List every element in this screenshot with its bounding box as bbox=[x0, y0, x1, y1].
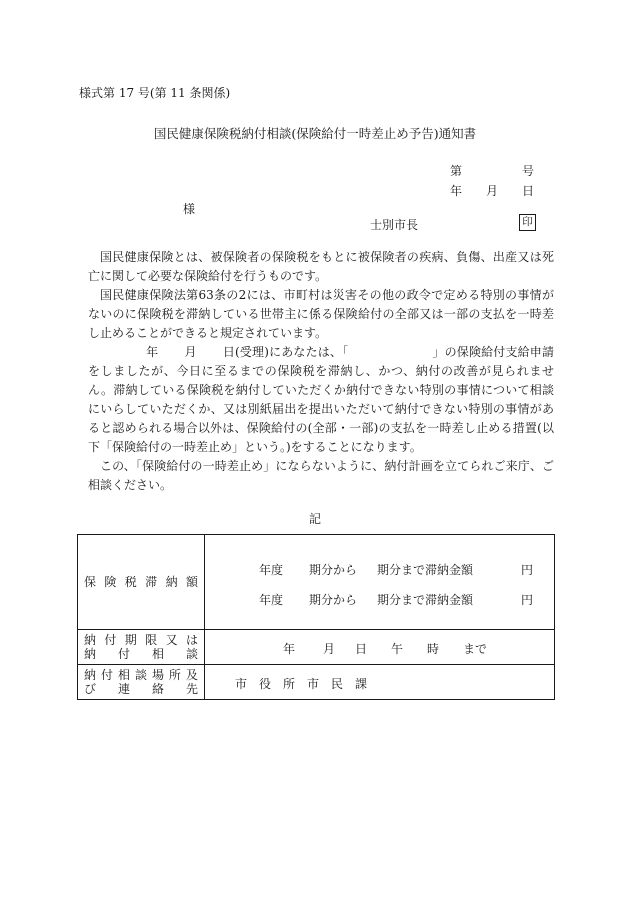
row2-value-cell bbox=[205, 630, 555, 665]
paragraph-3 bbox=[88, 343, 554, 457]
row1-label: 保 険 税 滞 納 額 bbox=[84, 575, 198, 589]
number-suffix: 号 bbox=[522, 164, 535, 178]
table-row bbox=[78, 630, 555, 665]
body-text bbox=[88, 248, 554, 495]
p3-day-text: 日(受理)にあなたは、「 bbox=[222, 345, 349, 359]
row3-label-line1: 納 付 相 談 場 所 及 bbox=[84, 668, 198, 682]
row2-label-line2: 納 付 相 談 bbox=[84, 647, 198, 661]
seal-mark: 印 bbox=[519, 214, 536, 231]
row3-label-line2: び 連 絡 先 bbox=[84, 682, 198, 696]
row1-nendo-1: 年度 bbox=[259, 563, 284, 577]
row2-ampm: 午 bbox=[391, 642, 404, 656]
row1-yen-1: 円 bbox=[521, 563, 534, 577]
paragraph-1: 国民健康保険とは、被保険者の保険税をもとに被保険者の疾病、負傷、出産又は死亡に関して必要な保険給付を行うものです。 bbox=[88, 250, 554, 283]
row2-year: 年 bbox=[283, 642, 296, 656]
p3-month: 月 bbox=[184, 345, 197, 359]
paragraph-2: 国民健康保険法第63条の2には、市町村は災害その他の政令で定める特別の事情がないのに保険税を滞納している世帯主に係る保険給付の全部又は一部の支払を一時差し止めることができると規定されています。 bbox=[88, 288, 554, 340]
issuer: 士別市長 bbox=[370, 218, 419, 232]
row1-nendo-2: 年度 bbox=[259, 593, 284, 607]
addressee-suffix: 様 bbox=[183, 202, 196, 216]
paragraph-4: この、「保険給付の一時差止め」にならないように、納付計画を立てられご来庁、ご相談ください。 bbox=[88, 459, 554, 492]
row1-from-1: 期分から bbox=[309, 563, 358, 577]
form-number: 様式第 17 号(第 11 条関係) bbox=[79, 86, 231, 100]
table-row bbox=[78, 535, 555, 630]
p3-year: 年 bbox=[146, 345, 159, 359]
date-day: 日 bbox=[522, 184, 535, 198]
p3-rest: 」の保険給付支給申請をしましたが、今日に至るまでの保険税を滞納し、かつ、納付の改善が見られません。滞納している保険税を納付していただくか納付できない特別の事情について相談にいらしていただくか、又は別紙届出を提出いただいて納付できない特別の事情があると認められる場合以外は、保険給付の(全部・一部)の支払を一時差し止める措置(以下「保険給付の一時差止め」という。)をすることになります。 bbox=[88, 345, 554, 454]
row3-label-cell bbox=[78, 665, 205, 700]
row1-to-1: 期分まで滞納金額 bbox=[377, 563, 474, 577]
date-year: 年 bbox=[450, 184, 463, 198]
table-row bbox=[78, 665, 555, 700]
number-prefix: 第 bbox=[450, 164, 463, 178]
row1-label-cell bbox=[78, 535, 205, 630]
row2-label-cell bbox=[78, 630, 205, 665]
row1-yen-2: 円 bbox=[521, 593, 534, 607]
row3-value-cell bbox=[205, 665, 555, 700]
details-table bbox=[77, 534, 555, 700]
row2-label-line1: 納 付 期 限 又 は bbox=[84, 633, 198, 647]
row2-hour: 時 bbox=[427, 642, 440, 656]
row1-to-2: 期分まで滞納金額 bbox=[377, 593, 474, 607]
date-month: 月 bbox=[486, 184, 499, 198]
row2-day: 日 bbox=[355, 642, 368, 656]
ki-heading: 記 bbox=[308, 512, 321, 526]
row1-from-2: 期分から bbox=[309, 593, 358, 607]
row2-month: 月 bbox=[323, 642, 336, 656]
document-title: 国民健康保険税納付相談(保険給付一時差止め予告)通知書 bbox=[153, 126, 477, 141]
row2-until: まで bbox=[463, 642, 488, 656]
row1-value-cell bbox=[205, 535, 555, 630]
row3-value: 市 役 所 市 民 課 bbox=[235, 677, 368, 691]
